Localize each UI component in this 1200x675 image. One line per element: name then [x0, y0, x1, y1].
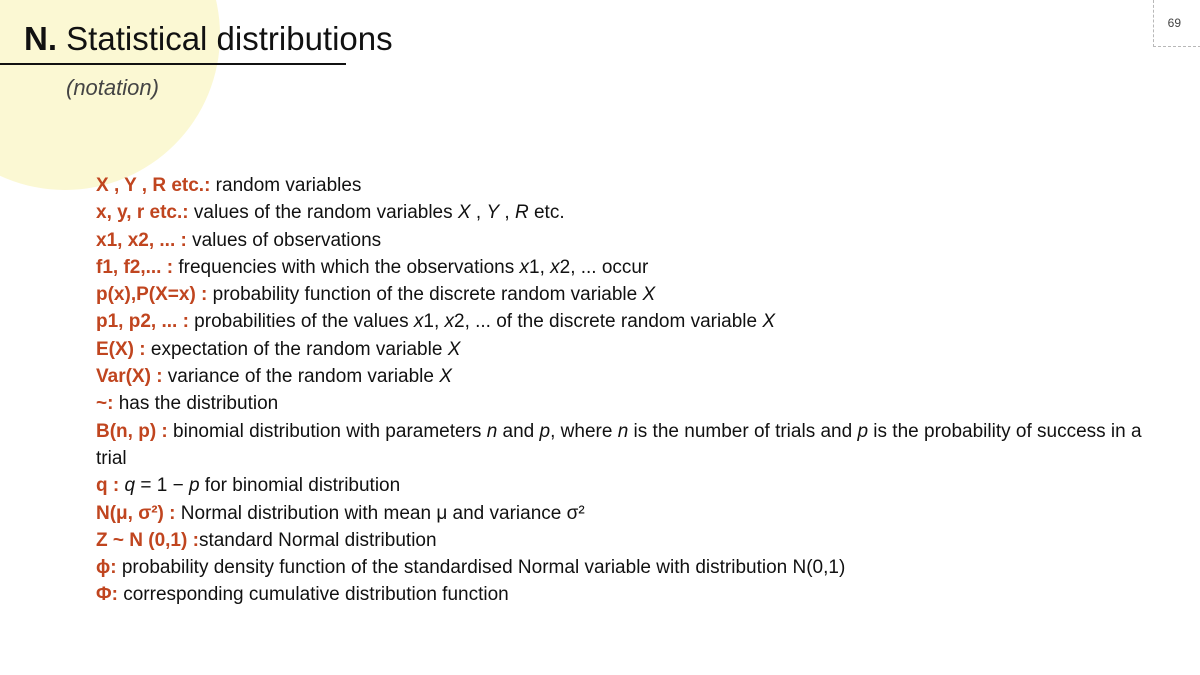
- page-number-box: [1153, 0, 1200, 47]
- description-text: ,: [499, 202, 515, 224]
- description-text: 1,: [529, 256, 551, 278]
- italic-symbol: X: [447, 338, 461, 360]
- notation-description: [118, 584, 509, 605]
- notation-description: [176, 503, 585, 524]
- description-text: probabilities of the values: [188, 311, 414, 333]
- notation-description: [199, 530, 437, 551]
- description-text: expectation of the random variable: [145, 338, 448, 360]
- italic-symbol: p: [857, 420, 869, 442]
- notation-item: [96, 418, 1156, 473]
- notation-item: [96, 336, 1156, 363]
- description-text: probability density function of the standardised Normal variable with distribution N(0,1): [116, 557, 846, 579]
- description-text: random variables: [210, 175, 362, 196]
- notation-term: p1, p2, ... :: [96, 311, 189, 333]
- title-text: Statistical distributions: [57, 20, 393, 57]
- notation-description: [163, 366, 452, 387]
- italic-symbol: p: [188, 475, 200, 497]
- italic-symbol: x: [519, 256, 529, 278]
- notation-description: [210, 175, 361, 196]
- description-text: 2, ... of the discrete random variable: [454, 311, 763, 333]
- slide-title: [24, 20, 393, 58]
- title-underline: [0, 63, 346, 65]
- notation-item: [96, 554, 1156, 581]
- italic-symbol: x: [444, 311, 454, 333]
- notation-description: [96, 421, 1142, 469]
- italic-symbol: x: [550, 256, 560, 278]
- description-text: 2, ... occur: [559, 256, 649, 278]
- description-text: , where: [550, 420, 618, 442]
- notation-description: [119, 475, 400, 496]
- notation-item: [96, 281, 1156, 308]
- notation-description: [189, 311, 775, 332]
- italic-symbol: X: [762, 311, 776, 333]
- notation-item: [96, 527, 1156, 554]
- italic-symbol: n: [486, 420, 498, 442]
- notation-item: [96, 172, 1156, 199]
- notation-item: [96, 254, 1156, 281]
- notation-term: f1, f2,... :: [96, 256, 174, 278]
- description-text: values of observations: [186, 229, 382, 251]
- italic-symbol: n: [617, 420, 629, 442]
- italic-symbol: x: [413, 311, 424, 333]
- section-letter: N.: [24, 20, 57, 57]
- notation-item: [96, 472, 1156, 499]
- notation-description: [117, 557, 846, 578]
- notation-item: [96, 390, 1156, 417]
- notation-item: [96, 227, 1156, 254]
- notation-term: p(x),P(X=x) :: [96, 284, 208, 306]
- description-text: is the probability of success in a trial: [96, 420, 1142, 469]
- notation-term: N(μ, σ²) :: [96, 502, 176, 524]
- notation-term: x1, x2, ... :: [96, 229, 187, 251]
- description-text: corresponding cumulative distribution function: [117, 584, 509, 606]
- notation-list: [96, 172, 1156, 609]
- italic-symbol: X: [457, 202, 471, 224]
- notation-item: [96, 199, 1156, 226]
- description-text: is the number of trials and: [628, 420, 858, 442]
- notation-term: B(n, p) :: [96, 420, 168, 442]
- description-text: probability function of the discrete random variable: [207, 284, 643, 306]
- italic-symbol: p: [539, 420, 551, 442]
- notation-item: [96, 363, 1156, 390]
- notation-description: [146, 339, 461, 360]
- italic-symbol: X: [439, 366, 452, 388]
- description-text: = 1 −: [135, 475, 189, 497]
- description-text: and: [497, 420, 540, 442]
- description-text: Normal distribution with mean μ and variance σ²: [175, 502, 585, 524]
- description-text: values of the random variables: [188, 202, 458, 224]
- page-number: 69: [1167, 16, 1181, 30]
- notation-term: q :: [96, 475, 120, 497]
- description-text: ,: [470, 202, 487, 224]
- notation-description: [113, 393, 278, 414]
- notation-term: Var(X) :: [96, 366, 163, 388]
- notation-description: [173, 257, 648, 278]
- notation-term: Φ:: [96, 584, 118, 606]
- notation-term: X , Y , R etc.:: [96, 175, 211, 196]
- description-text: frequencies with which the observations: [173, 256, 520, 278]
- italic-symbol: Y: [486, 202, 500, 224]
- notation-item: [96, 308, 1156, 335]
- notation-item: [96, 581, 1156, 608]
- description-text: binomial distribution with parameters: [167, 420, 487, 442]
- notation-term: ~:: [96, 393, 114, 415]
- notation-term: x, y, r etc.:: [96, 202, 189, 224]
- notation-term: ϕ:: [96, 557, 117, 579]
- description-text: standard Normal distribution: [198, 529, 437, 551]
- description-text: variance of the random variable: [162, 366, 440, 388]
- notation-description: [189, 202, 565, 223]
- notation-term: E(X) :: [96, 338, 146, 360]
- description-text: etc.: [528, 202, 565, 224]
- notation-item: [96, 500, 1156, 527]
- notation-term: Z ~ N (0,1) :: [96, 529, 199, 551]
- italic-symbol: q: [124, 475, 136, 497]
- description-text: has the distribution: [113, 393, 279, 415]
- italic-symbol: R: [514, 202, 529, 224]
- italic-symbol: X: [642, 284, 656, 306]
- notation-description: [187, 230, 381, 251]
- notation-description: [207, 284, 655, 305]
- description-text: for binomial distribution: [199, 475, 401, 497]
- description-text: 1,: [423, 311, 445, 333]
- slide-subtitle: (notation): [66, 75, 159, 100]
